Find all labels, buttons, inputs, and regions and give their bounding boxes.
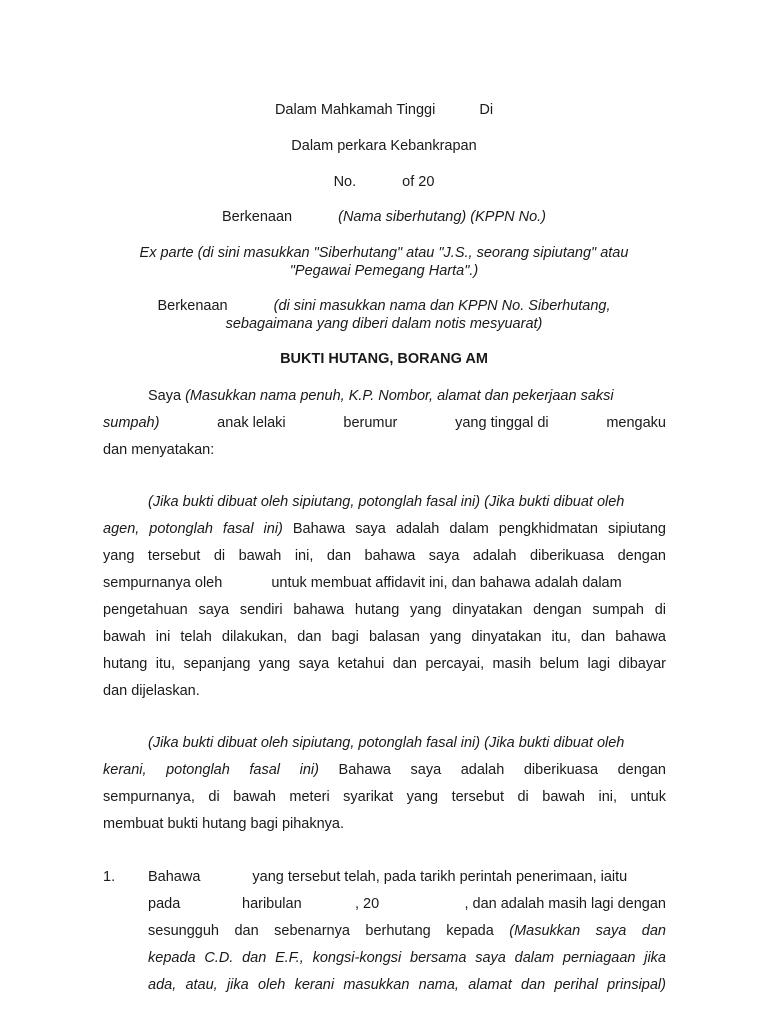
para1-line-4 <box>103 575 666 591</box>
case-number-line <box>0 174 768 190</box>
intro-berumur: berumur <box>343 415 398 431</box>
notice-placeholder: (di sini masukkan nama dan KPPN No. Siberhutang, <box>273 298 611 314</box>
intro-line-2 <box>103 415 666 431</box>
para1-line-3: yang tersebut di bawah ini, dan bahawa saya adalah diberikuasa dengan <box>103 548 666 564</box>
item1-text-1: yang tersebut telah, pada tarikh perintah penerimaan, iaitu <box>252 869 628 885</box>
para1-text-4a: sempurnanya oleh <box>103 575 223 591</box>
item1-line-3 <box>148 923 666 939</box>
case-year-label: of 20 <box>402 174 435 190</box>
intro-line-1 <box>103 388 666 404</box>
perkara-line: Dalam perkara Kebankrapan <box>291 138 477 154</box>
item1-number: 1. <box>103 869 116 885</box>
para2-line-3: sempurnanya, di bawah meteri syarikat yang tersebut di bawah ini, untuk <box>103 789 666 805</box>
item1-line-4: kepada C.D. dan E.F., kongsi-kongsi bersama saya dalam perniagaan jika <box>148 950 666 966</box>
intro-saya: Saya <box>148 388 182 404</box>
para1-italic-instruction: (Jika bukti dibuat oleh sipiutang, potonglah fasal ini) (Jika bukti dibuat oleh <box>148 494 625 510</box>
document-title: BUKTI HUTANG, BORANG AM <box>280 351 488 367</box>
para2-line-2 <box>103 762 666 778</box>
item1-year: , 20 <box>355 896 380 912</box>
intro-mengaku: mengaku <box>606 415 666 431</box>
item1-bahawa: Bahawa <box>148 869 201 885</box>
para1-line-5: pengetahuan saya sendiri bahawa hutang yang dinyatakan dengan sumpah di <box>103 602 666 618</box>
berkenaan-notice-line-1 <box>0 298 768 314</box>
berkenaan-label: Berkenaan <box>221 209 293 225</box>
berkenaan-label-2: Berkenaan <box>157 298 228 314</box>
intro-anak-lelaki: anak lelaki <box>217 415 286 431</box>
berkenaan-notice-line-2: sebagaimana yang diberi dalam notis mesyuarat) <box>225 316 543 332</box>
item1-text-3: sesungguh dan sebenarnya berhutang kepada <box>148 923 510 939</box>
case-no-label: No. <box>333 174 357 190</box>
para1-line-2 <box>103 521 666 537</box>
para2-line-1 <box>103 735 666 751</box>
para2-line-4: membuat bukti hutang bagi pihaknya. <box>103 816 345 832</box>
intro-yang-tinggal: yang tinggal di <box>455 415 549 431</box>
court-location-label: Di <box>479 102 494 118</box>
berkenaan-debtor-line <box>0 209 768 225</box>
para1-agent-instruction: agen, potonglah fasal ini) <box>103 521 283 537</box>
item1-haribulan: haribulan <box>242 896 302 912</box>
intro-sumpah: sumpah) <box>103 415 160 431</box>
item1-line-5: ada, atau, jika oleh kerani masukkan nama, alamat dan perihal prinsipal) <box>148 977 666 993</box>
ex-parte-line-1: Ex parte (di sini masukkan "Siberhutang" atau "J.S., seorang sipiutang" atau <box>139 245 629 261</box>
para1-text-2: Bahawa saya adalah dalam pengkhidmatan sipiutang <box>282 521 666 537</box>
debtor-placeholder: (Nama siberhutang) (KPPN No.) <box>338 209 547 225</box>
para1-line-1 <box>103 494 666 510</box>
para1-line-8: dan dijelaskan. <box>103 683 200 699</box>
court-line <box>0 102 768 118</box>
item1-placeholder-3: (Masukkan saya dan <box>509 923 666 939</box>
item1-pada: pada <box>148 896 181 912</box>
para1-line-6: bawah ini telah dilakukan, dan bagi balasan yang dinyatakan itu, dan bahawa <box>103 629 666 645</box>
court-name: Dalam Mahkamah Tinggi <box>274 102 436 118</box>
para1-line-7: hutang itu, sepanjang yang saya ketahui dan percayai, masih belum lagi dibayar <box>103 656 666 672</box>
para2-clerk-instruction: kerani, potonglah fasal ini) <box>103 762 319 778</box>
para1-text-4b: untuk membuat affidavit ini, dan bahawa adalah dalam <box>271 575 622 591</box>
intro-line-3: dan menyatakan: <box>103 442 215 458</box>
item1-text-2: , dan adalah masih lagi dengan <box>464 896 666 912</box>
item1-line-1 <box>148 869 666 885</box>
para2-italic-instruction: (Jika bukti dibuat oleh sipiutang, potonglah fasal ini) (Jika bukti dibuat oleh <box>148 735 625 751</box>
intro-placeholder: (Masukkan nama penuh, K.P. Nombor, alamat dan pekerjaan saksi <box>185 388 614 404</box>
para2-text-2: Bahawa saya adalah diberikuasa dengan <box>318 762 666 778</box>
ex-parte-line-2: "Pegawai Pemegang Harta".) <box>289 263 479 279</box>
